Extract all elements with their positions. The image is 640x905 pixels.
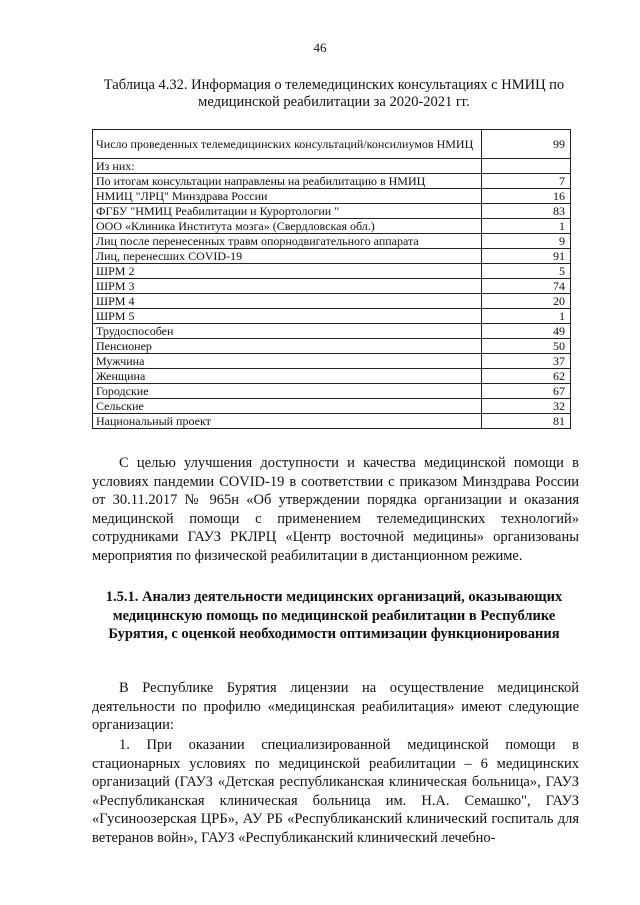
page-number: 46 [313, 40, 327, 55]
row-label: ФГБУ "НМИЦ Реабилитации и Курортологии " [93, 204, 482, 219]
table-row [93, 309, 571, 324]
table-caption: Таблица 4.32. Информация о телемедицинских консультациях с НМИЦ по медицинской реабилитации за 2020-2021 гг. [103, 77, 565, 110]
table-row [93, 264, 571, 279]
row-value: 91 [482, 249, 571, 264]
row-value: 1 [482, 309, 571, 324]
row-value: 32 [482, 399, 571, 414]
row-value: 9 [482, 234, 571, 249]
row-label: ШРМ 3 [93, 279, 482, 294]
row-label: НМИЦ "ЛРЦ" Минздрава России [93, 189, 482, 204]
table-row [93, 294, 571, 309]
table-row [93, 369, 571, 384]
row-label: Трудоспособен [93, 324, 482, 339]
row-label: ШРМ 4 [93, 294, 482, 309]
row-label: ШРМ 5 [93, 309, 482, 324]
row-label: Национальный проект [93, 414, 482, 429]
table-row [93, 414, 571, 429]
row-value: 81 [482, 414, 571, 429]
row-label: Городские [93, 384, 482, 399]
table-body [93, 130, 571, 429]
table-row [93, 339, 571, 354]
row-value: 99 [482, 130, 571, 159]
row-value: 16 [482, 189, 571, 204]
table-row [93, 279, 571, 294]
row-value: 20 [482, 294, 571, 309]
table-row [93, 234, 571, 249]
row-label: Пенсионер [93, 339, 482, 354]
row-value: 37 [482, 354, 571, 369]
row-label: ООО «Клиника Института мозга» (Свердловская обл.) [93, 219, 482, 234]
table-row [93, 174, 571, 189]
section-heading: 1.5.1. Анализ деятельности медицинских организаций, оказывающих медицинскую помощь по медицинской реабилитации в Республике Бурятия, с оценкой необходимости оптимизации функционирования [105, 589, 563, 643]
row-label: По итогам консультации направлены на реабилитацию в НМИЦ [93, 174, 482, 189]
telemedicine-table [92, 129, 571, 429]
row-value: 1 [482, 219, 571, 234]
table-row [93, 249, 571, 264]
paragraph-list-item-1: 1. При оказании специализированной медицинской помощи в стационарных условиях по медицинской реабилитации – 6 медицинских организаций (ГАУЗ «Детская республиканская клиническая больница», ГАУЗ «Республиканская клиническая больница им. Н.А. Семашко", ГАУЗ «Гусиноозерская ЦРБ», АУ РБ «Республиканский клинический госпиталь для ветеранов войн», ГАУЗ «Республиканский клинический лечебно- [92, 737, 579, 846]
row-value: 5 [482, 264, 571, 279]
paragraph-telemedicine-covid: С целью улучшения доступности и качества медицинской помощи в условиях пандемии COVID-19 в соответствии с приказом Минздрава России от 30.11.2017 № 965н «Об утверждении порядка организации и оказания медицинской помощи с применением телемедицинских технологий» сотрудниками ГАУЗ РКЛРЦ «Центр восточной медицины» организованы мероприятия по физической реабилитации в дистанционном режиме. [92, 455, 579, 564]
row-label: ШРМ 2 [93, 264, 482, 279]
table-row [93, 324, 571, 339]
table-row [93, 204, 571, 219]
table-row [93, 399, 571, 414]
row-label: Из них: [93, 159, 482, 174]
row-label: Мужчина [93, 354, 482, 369]
table-row [93, 384, 571, 399]
row-value: 50 [482, 339, 571, 354]
row-value: 49 [482, 324, 571, 339]
row-value: 7 [482, 174, 571, 189]
table-row [93, 159, 571, 174]
row-value: 62 [482, 369, 571, 384]
paragraph-licenses: В Республике Бурятия лицензии на осуществление медицинской деятельности по профилю «медицинская реабилитация» имеют следующие организации: [92, 680, 579, 734]
row-value: 83 [482, 204, 571, 219]
row-value: 67 [482, 384, 571, 399]
row-value: 74 [482, 279, 571, 294]
row-label: Женщина [93, 369, 482, 384]
table-row [93, 354, 571, 369]
row-value [482, 159, 571, 174]
table-row [93, 219, 571, 234]
row-label: Сельские [93, 399, 482, 414]
row-label: Число проведенных телемедицинских консультаций/консилиумов НМИЦ [93, 130, 482, 159]
table-row [93, 130, 571, 159]
row-label: Лиц, перенесших COVID-19 [93, 249, 482, 264]
row-label: Лиц после перенесенных травм опорнодвигательного аппарата [93, 234, 482, 249]
table-row [93, 189, 571, 204]
